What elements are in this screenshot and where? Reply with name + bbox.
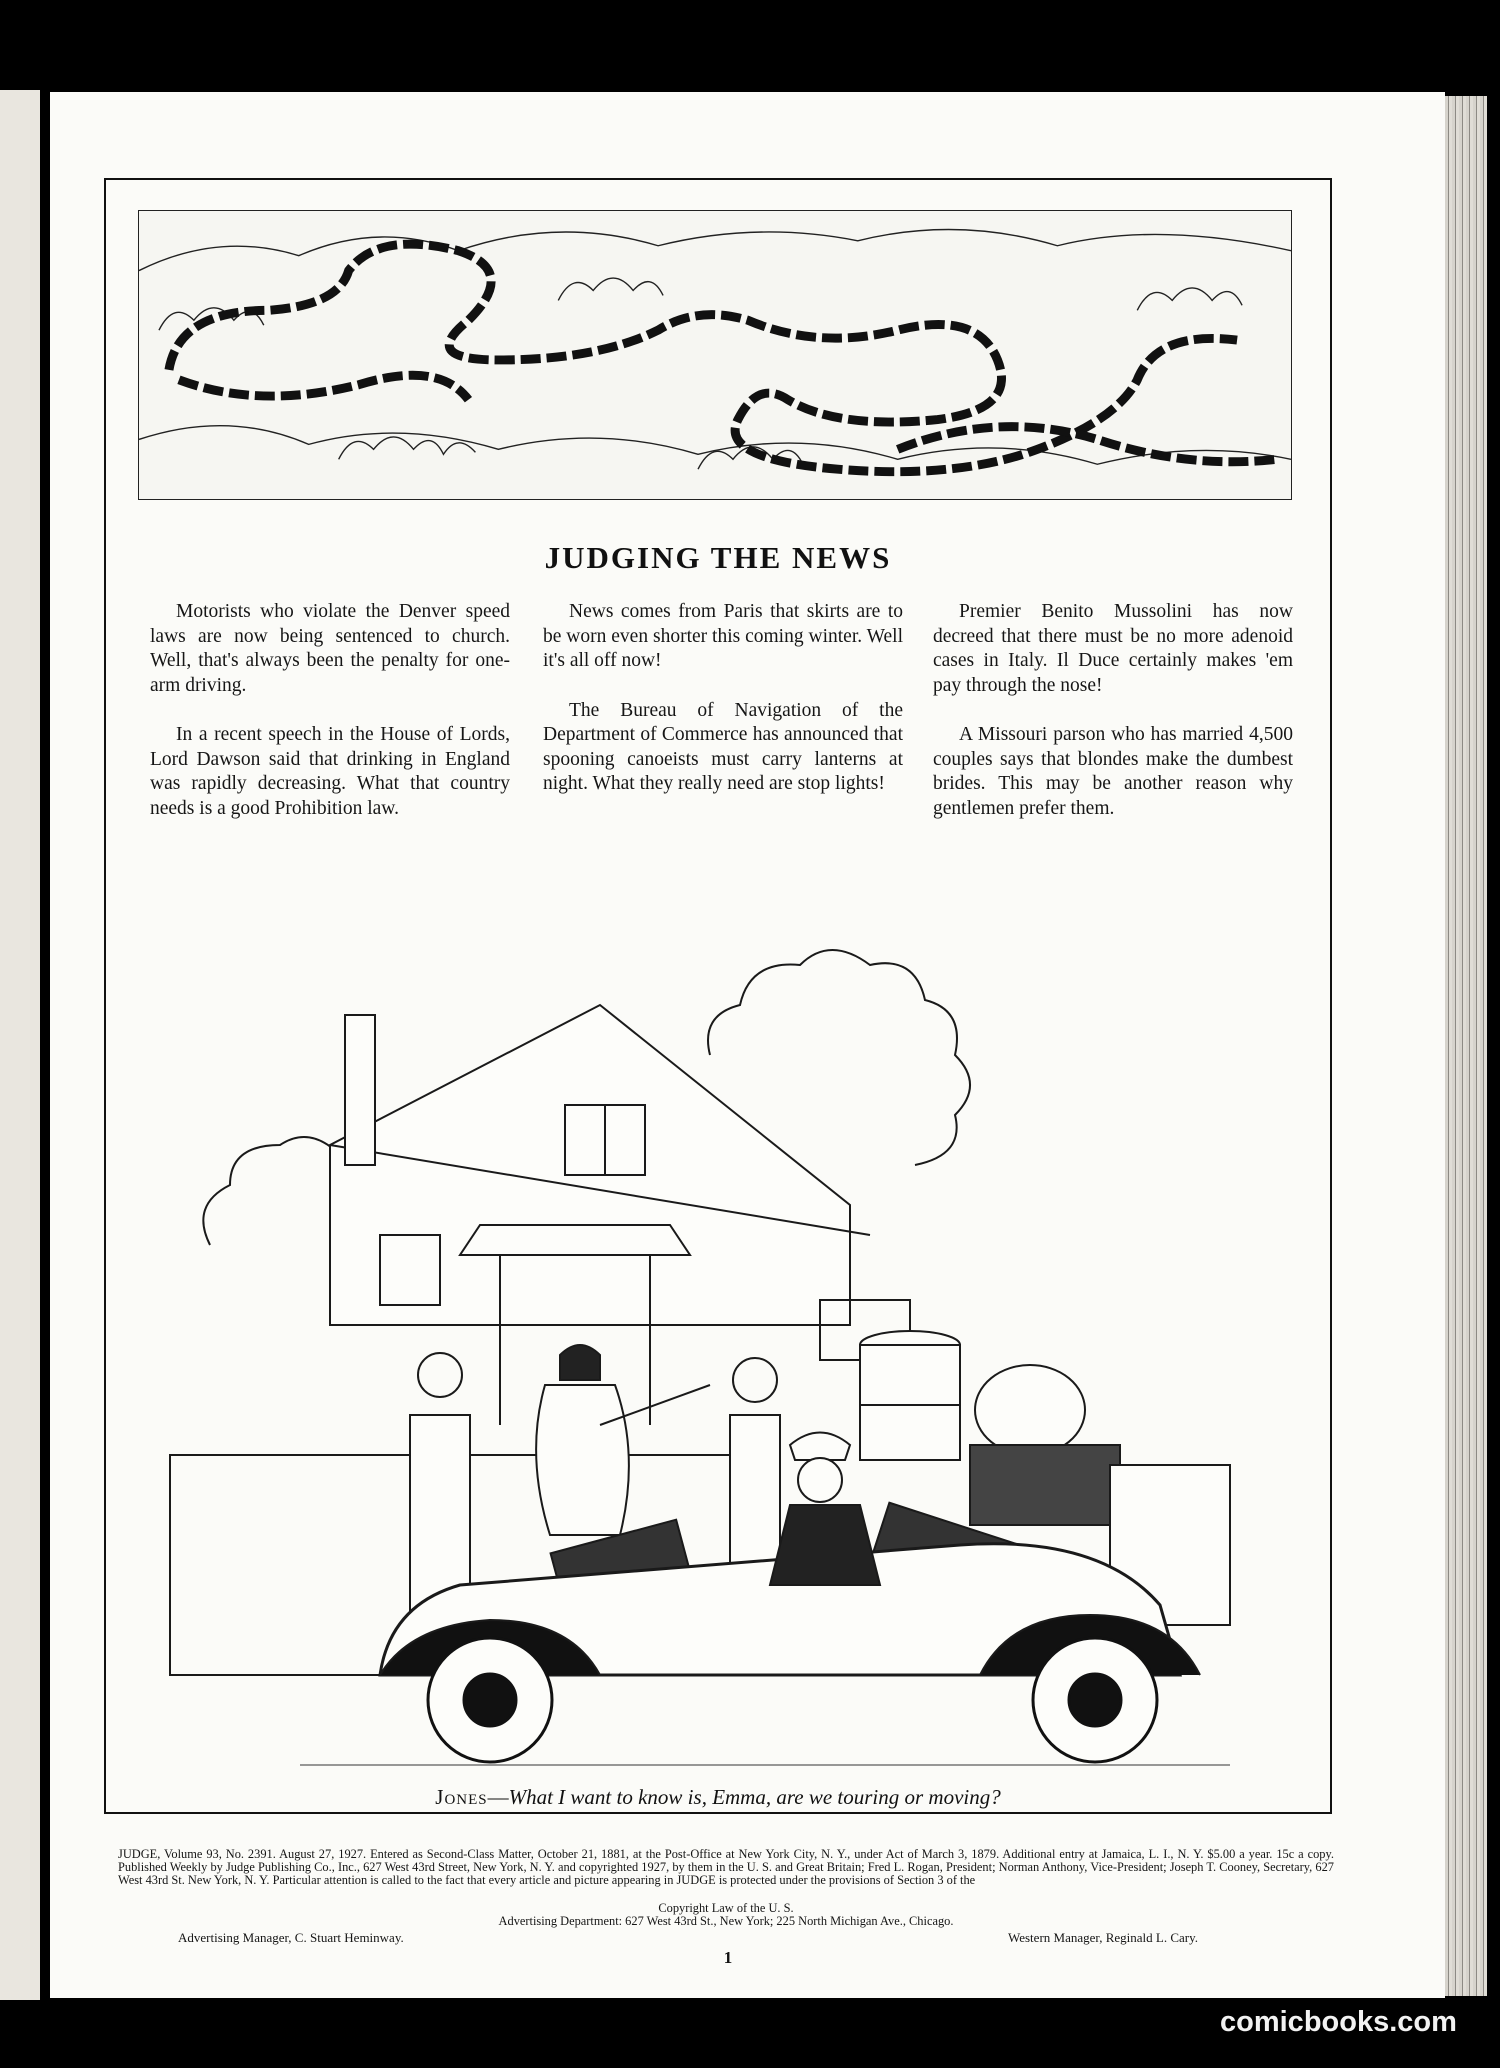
facing-page-edge (0, 90, 40, 2000)
site-watermark: comicbooks.com (1220, 2006, 1457, 2038)
article-title: JUDGING THE NEWS (544, 540, 892, 575)
touring-car-cartoon (150, 905, 1290, 1770)
western-manager: Western Manager, Reginald L. Cary. (1008, 1930, 1198, 1945)
footer-center-block (118, 1902, 1334, 1928)
news-column-3 (933, 600, 1293, 846)
page-number: 1 (723, 1948, 733, 1967)
page-stack-edge (1445, 96, 1487, 1996)
caption-text: What I want to know is, Emma, are we touring or moving? (508, 1785, 1001, 1809)
advertising-manager: Advertising Manager, C. Stuart Heminway. (178, 1930, 404, 1945)
news-column-2 (543, 600, 903, 822)
advertising-department: Advertising Department: 627 West 43rd St., New York; 225 North Michigan Ave., Chicago. (498, 1914, 954, 1928)
news-column-1 (150, 600, 510, 846)
copyright-line: Copyright Law of the U. S. (658, 1901, 794, 1915)
cartoon-caption: Jones—What I want to know is, Emma, are we touring or moving? (435, 1785, 1001, 1809)
news-item: The Bureau of Navigation of the Department of Commerce has announced that spooning canoeists must carry lanterns at night. What they really need are stop lights! (543, 699, 903, 794)
publication-info: JUDGE, Volume 93, No. 2391. August 27, 1927. Entered as Second-Class Matter, October 21, 1881, at the Post-Office at New York City, N. Y., under Act of March 3, 1879. Additional entry at Jamaica, L. I., N. Y. $5.00 a year. 15c a copy. Published Weekly by Judge Publishing Co., Inc., 627 West 43rd Street, New York, N. Y. and copyrighted 1927, by them in the U. S. and Great Britain; Fred L. Rogan, President; Norman Anthony, Vice-President; Joseph T. Cooney, Secretary, 627 West 43rd St. New York, N. Y. Particular attention is called to the fact that every article and picture appearing in JUDGE is protected under the provisions of Section 3 of the (118, 1847, 1334, 1887)
news-item: A Missouri parson who has married 4,500 couples says that blondes make the dumbest brides. This may be another reason why gentlemen prefer them. (933, 724, 1293, 819)
caption-speaker: Jones (435, 1785, 488, 1809)
traffic-banner-illustration (138, 210, 1292, 500)
news-item: Premier Benito Mussolini has now decreed that there must be no more adenoid cases in Italy. Il Duce certainly makes 'em pay through the nose! (933, 601, 1293, 696)
news-item: Motorists who violate the Denver speed laws are now being sentenced to church. Well, that's always been the penalty for one-arm driving. (150, 601, 510, 696)
news-item: In a recent speech in the House of Lords, Lord Dawson said that drinking in England was rapidly decreasing. What that country needs is a good Prohibition law. (150, 724, 510, 819)
news-item: News comes from Paris that skirts are to be worn even shorter this coming winter. Well it's all off now! (543, 601, 903, 671)
